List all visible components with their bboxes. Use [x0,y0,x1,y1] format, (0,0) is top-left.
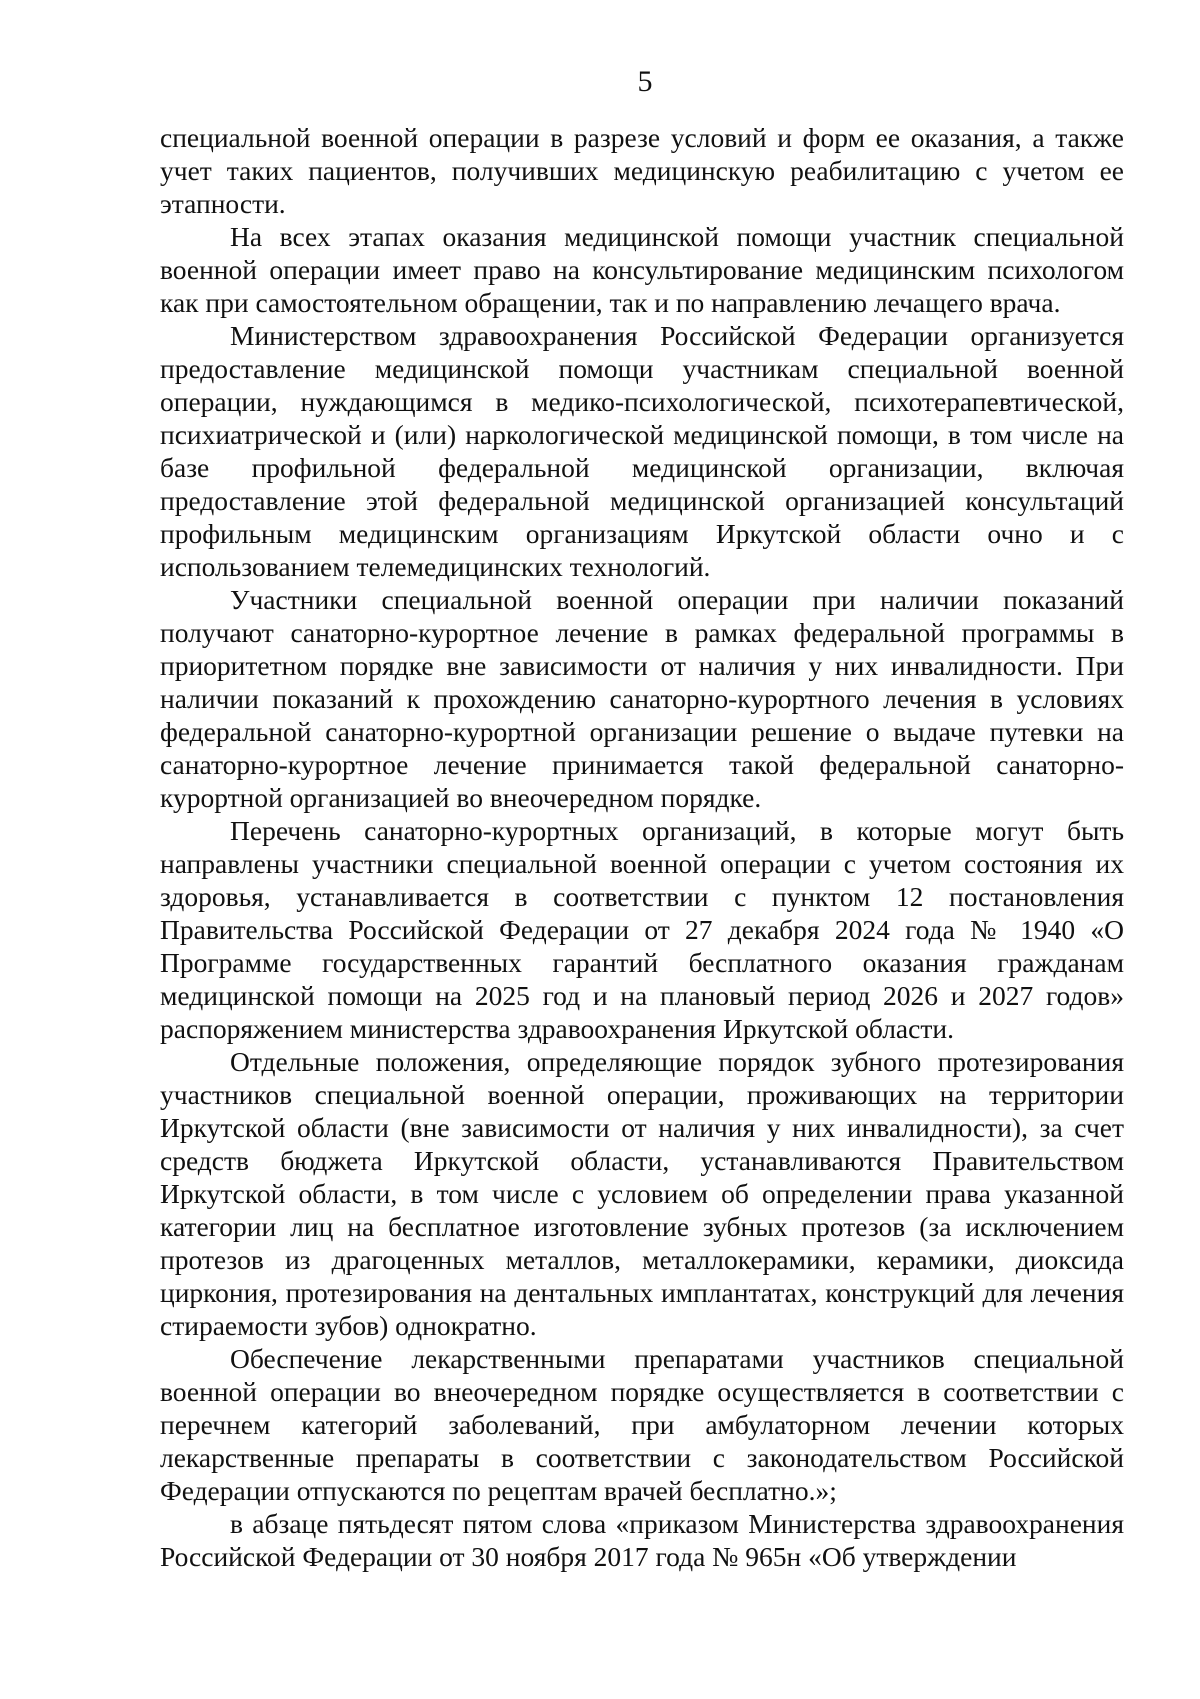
document-body [160,121,1124,1573]
paragraph-psychologist-consultation: На всех этапах оказания медицинской помощи участник специальной военной операции имеет право на консультирование медицинским психологом как при самостоятельном обращении, так и по направлению лечащего врача. [160,221,1124,318]
paragraph-medicines-provision: Обеспечение лекарственными препаратами участников специальной военной операции во внеочередном порядке осуществляется в соответствии с перечнем категорий заболеваний, при амбулаторном лечении которых лекарственные препараты в соответствии с законодательством Российской Федерации отпускаются по рецептам врачей бесплатно.»; [160,1343,1124,1506]
paragraph-sanatorium-list: Перечень санаторно-курортных организаций, в которые могут быть направлены участники специальной военной операции с учетом состояния их здоровья, устанавливается в соответствии с пунктом 12 постановления Правительства Российской Федерации от 27 декабря 2024 года № 1940 «О Программе государственных гарантий бесплатного оказания гражданам медицинской помощи на 2025 год и на плановый период 2026 и 2027 годов» распоряжением министерства здравоохранения Иркутской области. [160,815,1124,1044]
paragraph-continuation: специальной военной операции в разрезе условий и форм ее оказания, а также учет таких пациентов, получивших медицинскую реабилитацию с учетом ее этапности. [160,122,1124,219]
page-number: 5 [637,65,653,98]
paragraph-sanatorium-treatment: Участники специальной военной операции при наличии показаний получают санаторно-курортное лечение в рамках федеральной программы в приоритетном порядке вне зависимости от наличия у них инвалидности. При наличии показаний к прохождению санаторно-курортного лечения в условиях федеральной санаторно-курортной организации решение о выдаче путевки на санаторно-курортное лечение принимается такой федеральной санаторно-курортной организацией во внеочередном порядке. [160,584,1124,813]
paragraph-amendment: в абзаце пятьдесят пятом слова «приказом Министерства здравоохранения Российской Федерации от 30 ноября 2017 года № 965н «Об утверждении [160,1508,1124,1572]
paragraph-dental-prosthetics: Отдельные положения, определяющие порядок зубного протезирования участников специальной военной операции, проживающих на территории Иркутской области (вне зависимости от наличия у них инвалидности), за счет средств бюджета Иркутской области, устанавливаются Правительством Иркутской области, в том числе с условием об определении права указанной категории лиц на бесплатное изготовление зубных протезов (за исключением протезов из драгоценных металлов, металлокерамики, керамики, диоксида циркония, протезирования на дентальных имплантатах, конструкций для лечения стираемости зубов) однократно. [160,1046,1124,1341]
paragraph-federal-medical-help: Министерством здравоохранения Российской Федерации организуется предоставление медицинской помощи участникам специальной военной операции, нуждающимся в медико-психологической, психотерапевтической, психиатрической и (или) наркологической медицинской помощи, в том числе на базе профильной федеральной медицинской организации, включая предоставление этой федеральной медицинской организацией консультаций профильным медицинским организациям Иркутской области очно и с использованием телемедицинских технологий. [160,320,1124,582]
